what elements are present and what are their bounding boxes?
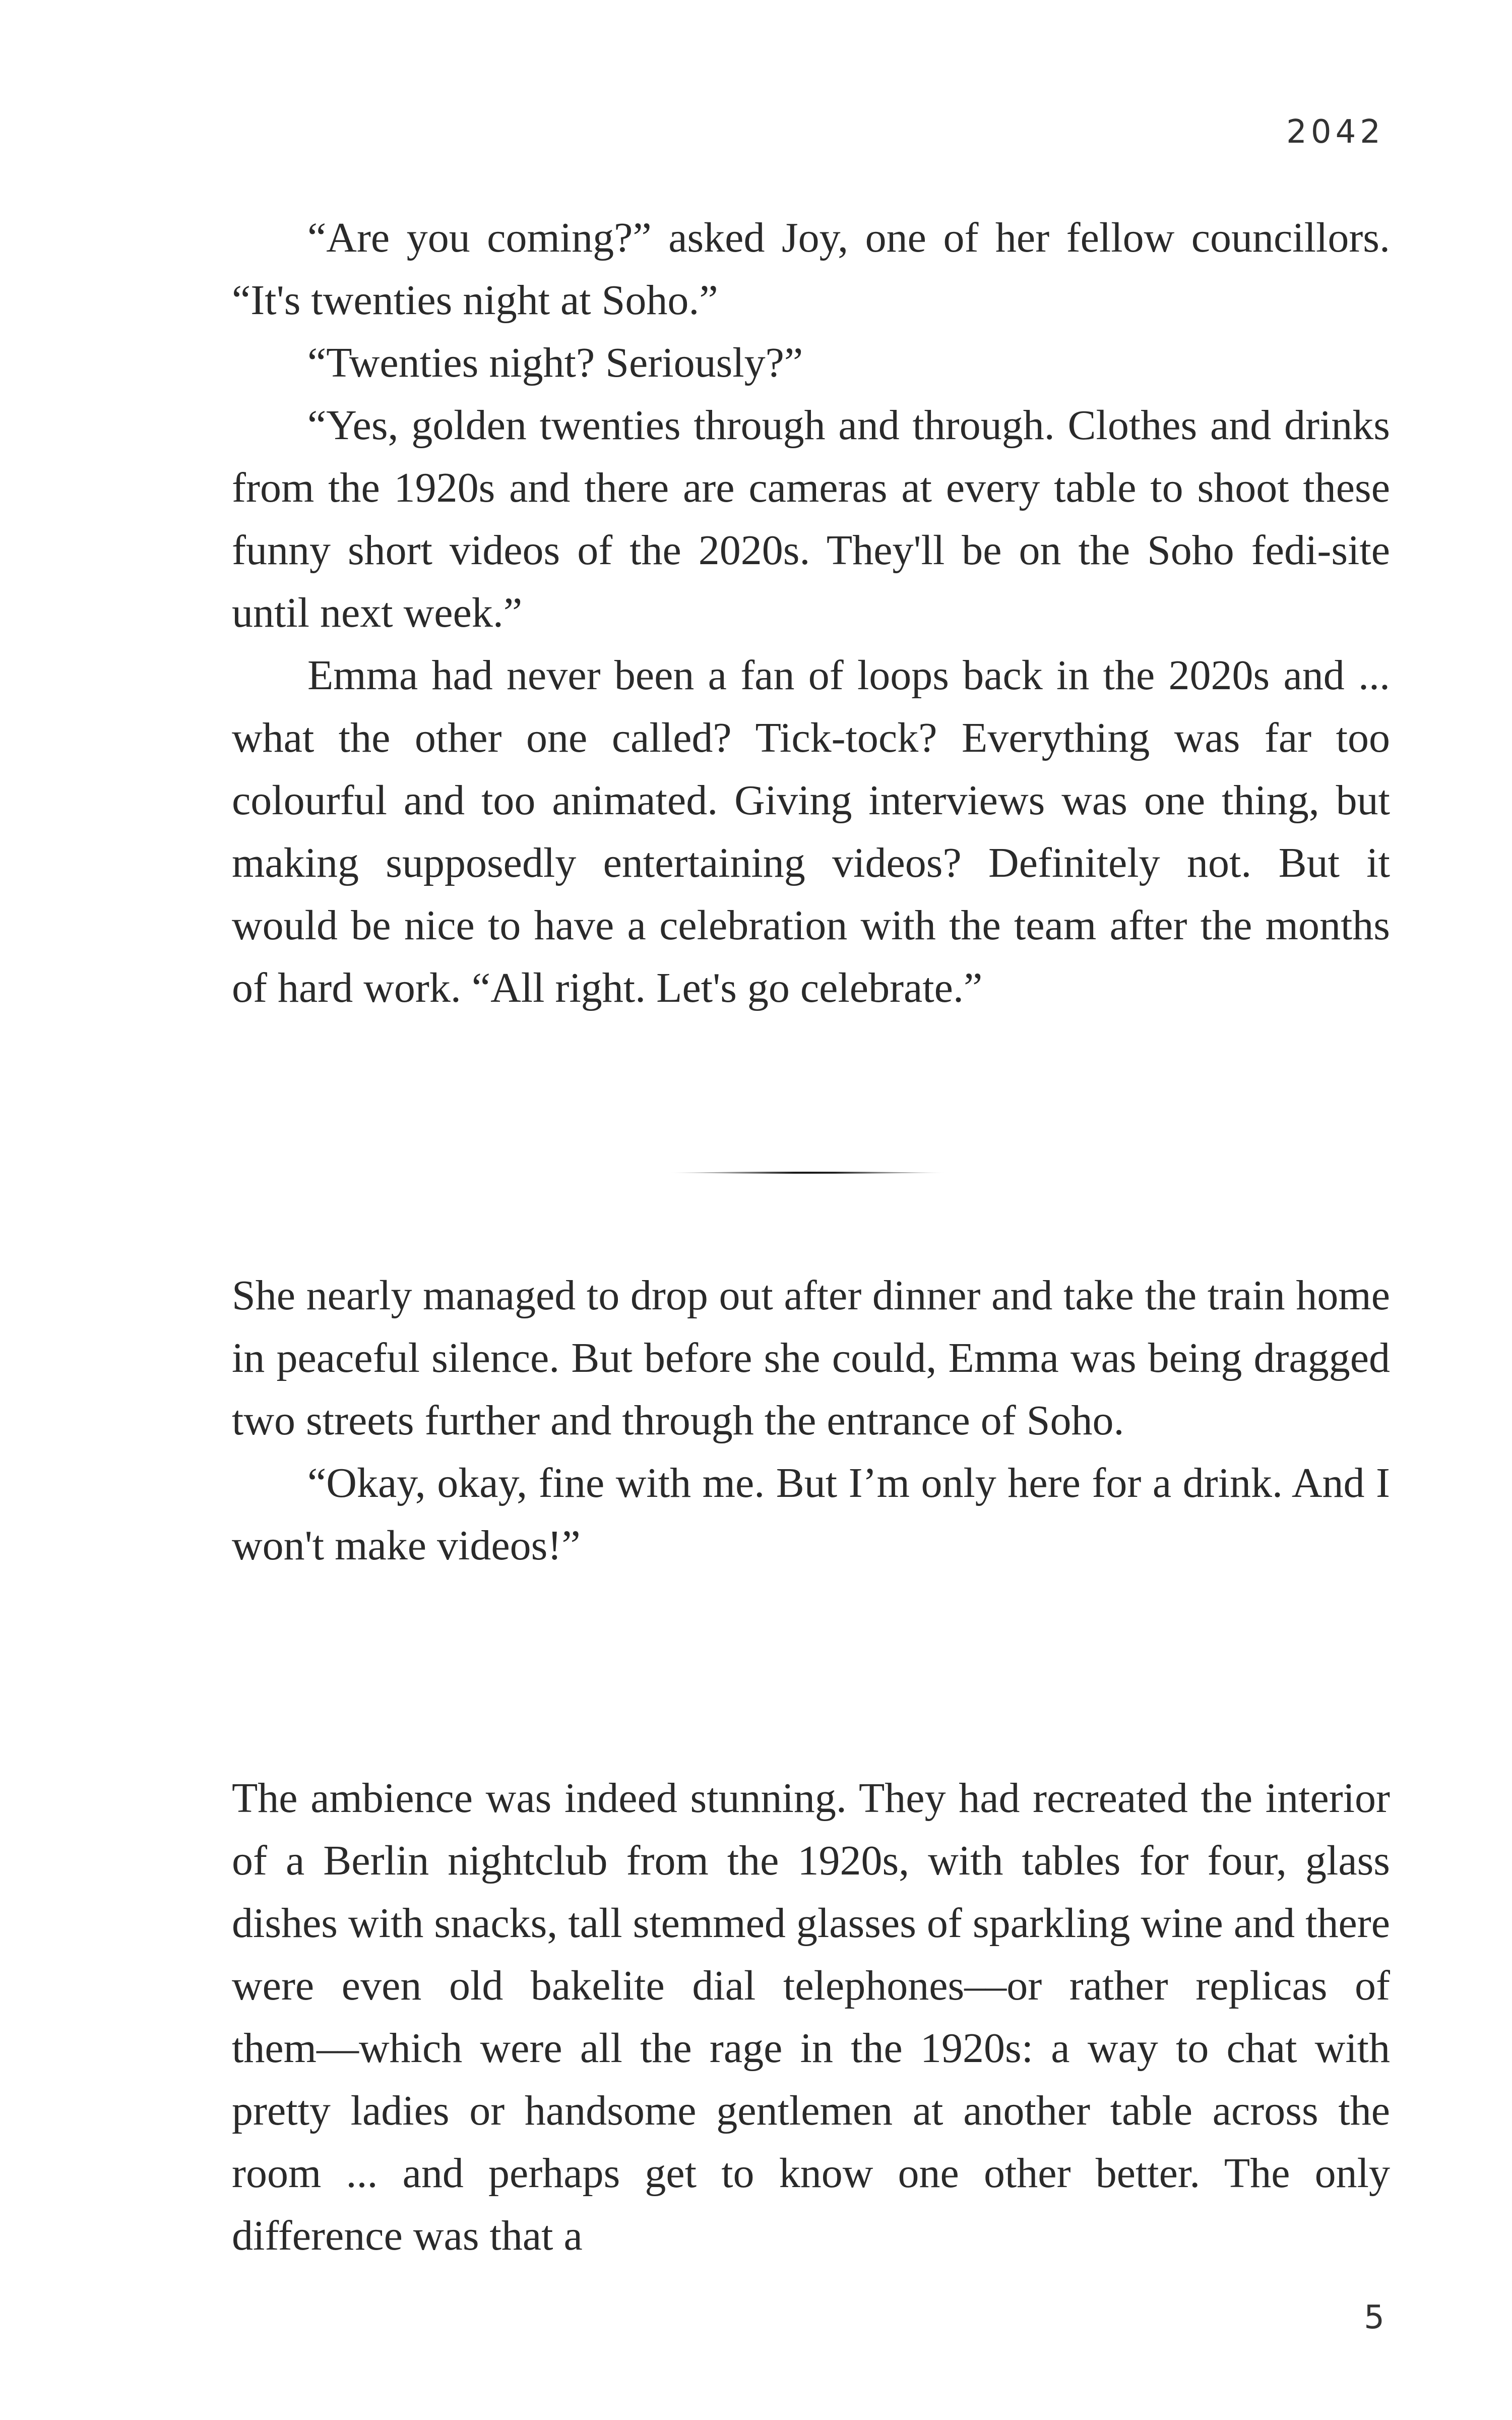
- paragraph: “Are you coming?” asked Joy, one of her fellow councillors. “It's twenties night at Soho.”: [232, 214, 1390, 324]
- running-head: 2042: [1286, 113, 1384, 151]
- section-divider: [670, 1171, 945, 1175]
- section-3: [232, 1767, 1390, 2267]
- section-2: [232, 1264, 1390, 1577]
- paragraph: “Okay, okay, fine with me. But I’m only here for a drink. And I won't make videos!”: [232, 1460, 1390, 1569]
- section-1: [232, 207, 1390, 1019]
- paragraph: She nearly managed to drop out after dinner and take the train home in peaceful silence. But before she could, Emma was being dragged two streets further and through the entrance of Soho.: [232, 1272, 1390, 1444]
- paragraph: “Yes, golden twenties through and through. Clothes and drinks from the 1920s and there are cameras at every table to shoot these funny short videos of the 2020s. They'll be on the Soho fedi-site until next week.”: [232, 402, 1390, 636]
- page-number: 5: [1364, 2299, 1384, 2336]
- paragraph: The ambience was indeed stunning. They had recreated the interior of a Berlin nightclub from the 1920s, with tables for four, glass dishes with snacks, tall stemmed glasses of sparkling wine and there were even old bakelite dial telephones––or rather replicas of them––which were all the rage in the 1920s: a way to chat with pretty ladies or handsome gentlemen at another table across the room ... and perhaps get to know one other better. The only difference was that a: [232, 1775, 1390, 2259]
- paragraph: Emma had never been a fan of loops back in the 2020s and ... what the other one called? Tick-tock? Everything was far too colourful and too animated. Giving interviews was one thing, but making supposedly entertaining videos? Definitely not. But it would be nice to have a celebration with the team after the months of hard work. “All right. Let's go celebrate.”: [232, 652, 1390, 1011]
- paragraph: “Twenties night? Seriously?”: [307, 339, 803, 386]
